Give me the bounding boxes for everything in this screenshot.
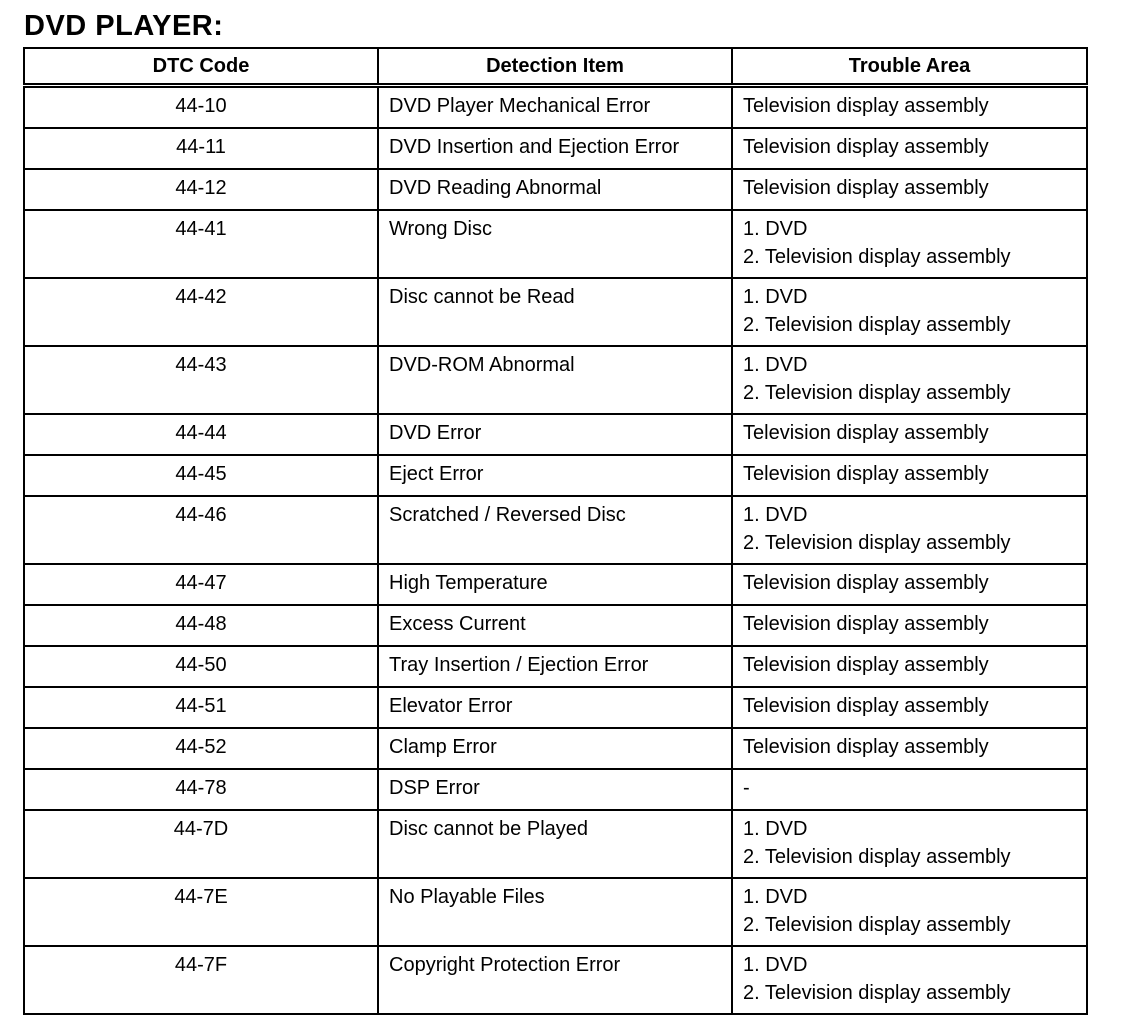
trouble-area-line: Television display assembly (743, 572, 989, 594)
column-header-dtc-code: DTC Code (24, 48, 378, 86)
dtc-code-cell: 44-52 (24, 728, 378, 769)
detection-item-cell: Scratched / Reversed Disc (378, 496, 732, 564)
table-row (24, 878, 1087, 946)
table-header-row (24, 48, 1087, 86)
table-row (24, 769, 1087, 810)
trouble-area-line: Television display assembly (743, 422, 989, 444)
trouble-area-cell (732, 86, 1087, 129)
trouble-area-line: 2. Television display assembly (743, 914, 1011, 936)
table-row (24, 687, 1087, 728)
trouble-area-line: 2. Television display assembly (743, 314, 1011, 336)
dtc-code-cell: 44-10 (24, 86, 378, 129)
table-row (24, 346, 1087, 414)
dtc-code-cell: 44-50 (24, 646, 378, 687)
trouble-area-line: 1. DVD (743, 354, 808, 376)
trouble-area-line: - (743, 777, 750, 799)
trouble-area-line: 1. DVD (743, 218, 808, 240)
table-row (24, 169, 1087, 210)
trouble-area-line: 1. DVD (743, 818, 808, 840)
trouble-area-cell (732, 646, 1087, 687)
dtc-code-cell: 44-12 (24, 169, 378, 210)
detection-item-cell: DVD Reading Abnormal (378, 169, 732, 210)
table-row (24, 414, 1087, 455)
detection-item-cell: DSP Error (378, 769, 732, 810)
trouble-area-line: 2. Television display assembly (743, 846, 1011, 868)
trouble-area-line: Television display assembly (743, 177, 989, 199)
trouble-area-cell (732, 169, 1087, 210)
detection-item-cell: Elevator Error (378, 687, 732, 728)
dtc-code-cell: 44-43 (24, 346, 378, 414)
trouble-area-line: 2. Television display assembly (743, 382, 1011, 404)
dtc-code-cell: 44-41 (24, 210, 378, 278)
table-row (24, 946, 1087, 1014)
trouble-area-line: 2. Television display assembly (743, 532, 1011, 554)
trouble-area-line: Television display assembly (743, 463, 989, 485)
detection-item-cell: Copyright Protection Error (378, 946, 732, 1014)
dtc-code-cell: 44-47 (24, 564, 378, 605)
trouble-area-cell (732, 769, 1087, 810)
dtc-code-cell: 44-78 (24, 769, 378, 810)
dtc-code-cell: 44-7E (24, 878, 378, 946)
detection-item-cell: Tray Insertion / Ejection Error (378, 646, 732, 687)
column-header-detection-item: Detection Item (378, 48, 732, 86)
table-row (24, 496, 1087, 564)
trouble-area-line: Television display assembly (743, 613, 989, 635)
dtc-code-cell: 44-44 (24, 414, 378, 455)
page-title: DVD PLAYER: (24, 10, 224, 42)
trouble-area-line: Television display assembly (743, 695, 989, 717)
detection-item-cell: Disc cannot be Read (378, 278, 732, 346)
table-row (24, 86, 1087, 129)
trouble-area-line: 2. Television display assembly (743, 982, 1011, 1004)
table-row (24, 564, 1087, 605)
trouble-area-line: 1. DVD (743, 954, 808, 976)
trouble-area-line: 2. Television display assembly (743, 246, 1011, 268)
trouble-area-cell (732, 346, 1087, 414)
trouble-area-cell (732, 210, 1087, 278)
table-row (24, 128, 1087, 169)
detection-item-cell: DVD Insertion and Ejection Error (378, 128, 732, 169)
dtc-code-cell: 44-7F (24, 946, 378, 1014)
trouble-area-cell (732, 728, 1087, 769)
detection-item-cell: DVD Player Mechanical Error (378, 86, 732, 129)
trouble-area-cell (732, 496, 1087, 564)
table-row (24, 210, 1087, 278)
detection-item-cell: No Playable Files (378, 878, 732, 946)
table-row (24, 646, 1087, 687)
detection-item-cell: Clamp Error (378, 728, 732, 769)
dtc-code-cell: 44-45 (24, 455, 378, 496)
table-body (24, 86, 1087, 1015)
dtc-table (23, 47, 1088, 1015)
trouble-area-cell (732, 128, 1087, 169)
dtc-code-cell: 44-42 (24, 278, 378, 346)
trouble-area-line: 1. DVD (743, 286, 808, 308)
dtc-code-cell: 44-51 (24, 687, 378, 728)
trouble-area-line: Television display assembly (743, 95, 989, 117)
trouble-area-cell (732, 878, 1087, 946)
table-row (24, 455, 1087, 496)
dtc-code-cell: 44-11 (24, 128, 378, 169)
trouble-area-line: Television display assembly (743, 136, 989, 158)
trouble-area-cell (732, 810, 1087, 878)
trouble-area-line: Television display assembly (743, 736, 989, 758)
trouble-area-cell (732, 605, 1087, 646)
dtc-code-cell: 44-48 (24, 605, 378, 646)
table-row (24, 728, 1087, 769)
detection-item-cell: Wrong Disc (378, 210, 732, 278)
trouble-area-cell (732, 564, 1087, 605)
detection-item-cell: DVD-ROM Abnormal (378, 346, 732, 414)
table-row (24, 278, 1087, 346)
detection-item-cell: Disc cannot be Played (378, 810, 732, 878)
trouble-area-cell (732, 455, 1087, 496)
trouble-area-cell (732, 946, 1087, 1014)
detection-item-cell: High Temperature (378, 564, 732, 605)
dtc-code-cell: 44-7D (24, 810, 378, 878)
trouble-area-cell (732, 414, 1087, 455)
detection-item-cell: DVD Error (378, 414, 732, 455)
dtc-code-cell: 44-46 (24, 496, 378, 564)
trouble-area-line: 1. DVD (743, 886, 808, 908)
trouble-area-cell (732, 687, 1087, 728)
detection-item-cell: Eject Error (378, 455, 732, 496)
trouble-area-line: Television display assembly (743, 654, 989, 676)
column-header-trouble-area: Trouble Area (732, 48, 1087, 86)
trouble-area-line: 1. DVD (743, 504, 808, 526)
trouble-area-cell (732, 278, 1087, 346)
detection-item-cell: Excess Current (378, 605, 732, 646)
table-row (24, 810, 1087, 878)
table-row (24, 605, 1087, 646)
